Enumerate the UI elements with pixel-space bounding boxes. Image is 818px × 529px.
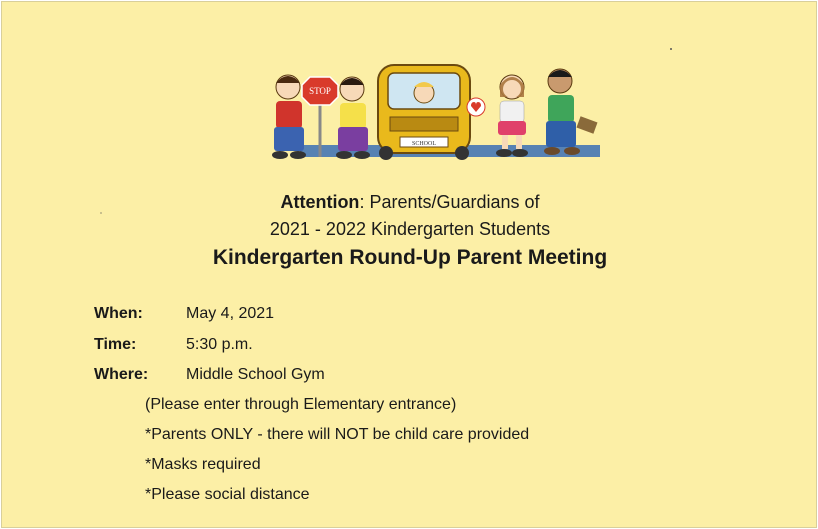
paper-speck (670, 48, 672, 50)
attention-label: Attention (280, 192, 360, 212)
paper-speck (100, 212, 102, 214)
where-value: Middle School Gym (186, 366, 325, 383)
kids-school-bus-clipart (260, 57, 616, 175)
attention-line (2, 192, 817, 213)
when-label: When: (94, 305, 143, 322)
when-value: May 4, 2021 (186, 305, 275, 322)
students-line: 2021 - 2022 Kindergarten Students (269, 219, 551, 239)
entrance-note: (Please enter through Elementary entrance) (145, 396, 457, 413)
parents-only-note: *Parents ONLY - there will NOT be child care provided (145, 426, 530, 443)
stop-sign-text: STOP (309, 86, 331, 96)
attention-text: : Parents/Guardians of (359, 192, 540, 212)
flyer-page (1, 1, 817, 528)
distance-note: *Please social distance (145, 486, 310, 503)
time-value: 5:30 p.m. (186, 336, 253, 353)
bus-sign-text: SCHOOL (411, 141, 437, 147)
meeting-title: Kindergarten Round-Up Parent Meeting (212, 246, 608, 269)
time-label: Time: (94, 336, 137, 353)
where-label: Where: (94, 366, 149, 383)
masks-note: *Masks required (145, 456, 261, 473)
